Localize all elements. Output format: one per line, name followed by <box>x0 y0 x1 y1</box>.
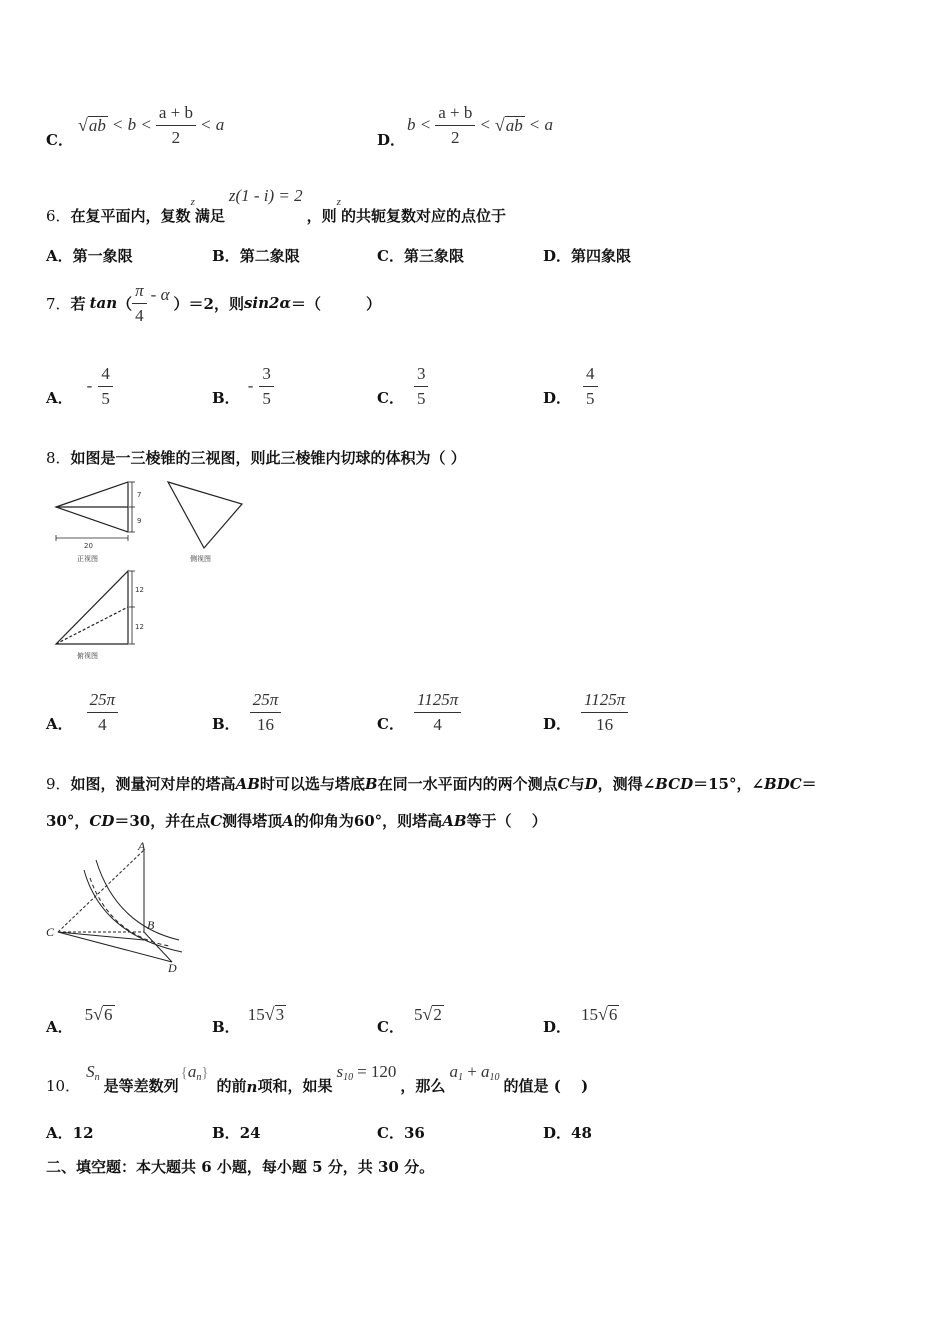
q8-stem: 8．如图是一三棱锥的三视图，则此三棱锥内切球的体积为（ ） <box>46 449 466 467</box>
q7-option-b: B． - $\frac{3}{5}$ <box>212 362 274 410</box>
q7-option-a: A． - $\frac{4}{5}$ <box>46 362 113 410</box>
q9-stem-line1: 9．如图，测量河对岸的塔高AB时可以选与塔底B在同一水平面内的两个测点C与D，测得∠BCD＝15°，∠BDC＝ <box>46 775 817 793</box>
side-view <box>168 482 242 548</box>
tower-figure <box>44 840 194 978</box>
dim-9: 9 <box>137 517 142 525</box>
point-a-label: A <box>138 840 146 853</box>
q7-option-d: D． $\frac{4}{5}$ <box>543 362 598 410</box>
q6-option-b: B．第二象限 <box>212 247 300 265</box>
q10-option-a: A．12 <box>46 1124 94 1142</box>
q8-option-c: C． $\frac{1125\pi}{4}$ <box>377 688 461 736</box>
three-view-figure <box>46 474 261 666</box>
option-label: D． <box>377 131 406 149</box>
q10-option-c: C．36 <box>377 1124 425 1142</box>
front-view-label: 正视图 <box>77 555 98 563</box>
dim-12b: 12 <box>135 623 144 631</box>
q7-stem: 7． 若 tan （ $\frac{\pi}{4}$ - α ）＝2，则 sin2α ＝（ ） <box>46 280 381 325</box>
q10-option-b: B．24 <box>212 1124 261 1142</box>
q6-stem: 6． 在复平面内，复数 z 满足 z(1 - i) = 2 ，则 z 的共轭复数对应的点位于 <box>46 186 506 225</box>
top-view <box>56 571 135 644</box>
option-math: √ ab < b < $\frac{a + b}{2}$ < a <box>78 102 225 147</box>
q9-option-b: B． 15√3 <box>212 1004 285 1036</box>
q8-option-d: D． $\frac{1125\pi}{16}$ <box>543 688 628 736</box>
q6-option-a: A．第一象限 <box>46 247 133 265</box>
front-view <box>56 482 135 541</box>
q9-option-c: C． 5√2 <box>377 1004 442 1036</box>
q6-option-c: C．第三象限 <box>377 247 464 265</box>
top-view-label: 俯视图 <box>77 652 98 660</box>
point-d-label: D <box>168 961 177 975</box>
option-math: b < $\frac{a + b}{2}$ < √ ab < a <box>407 102 553 147</box>
dim-12a: 12 <box>135 586 144 594</box>
section-2-heading: 二、填空题：本大题共 6 小题，每小题 5 分，共 30 分。 <box>46 1158 435 1176</box>
q9-option-d: D． 15√6 <box>543 1004 618 1036</box>
q9-option-a: A． 5√6 <box>46 1004 113 1036</box>
q10-stem: 10． $S_n$ 是等差数列 $\{a_n\}$ 的前 n 项和，如果 $s_{10} = 120$ ，那么 $a_1 + a_{10}$ 的值是 ( ) <box>46 1062 589 1096</box>
q9-stem-line2: 30°，CD＝30，并在点C测得塔顶A的仰角为60°，则塔高AB等于（ ） <box>46 812 547 830</box>
point-b-label: B <box>147 918 155 932</box>
option-label: C． <box>46 131 73 149</box>
q7-option-c: C． $\frac{3}{5}$ <box>377 362 428 410</box>
side-view-label: 侧视图 <box>190 555 211 563</box>
q8-option-b: B． $\frac{25\pi}{16}$ <box>212 688 281 736</box>
q6-option-d: D．第四象限 <box>543 247 632 265</box>
q8-option-a: A． $\frac{25\pi}{4}$ <box>46 688 118 736</box>
point-c-label: C <box>46 925 55 939</box>
q10-option-d: D．48 <box>543 1124 592 1142</box>
dim-7: 7 <box>137 491 142 499</box>
dim-20: 20 <box>84 542 93 550</box>
